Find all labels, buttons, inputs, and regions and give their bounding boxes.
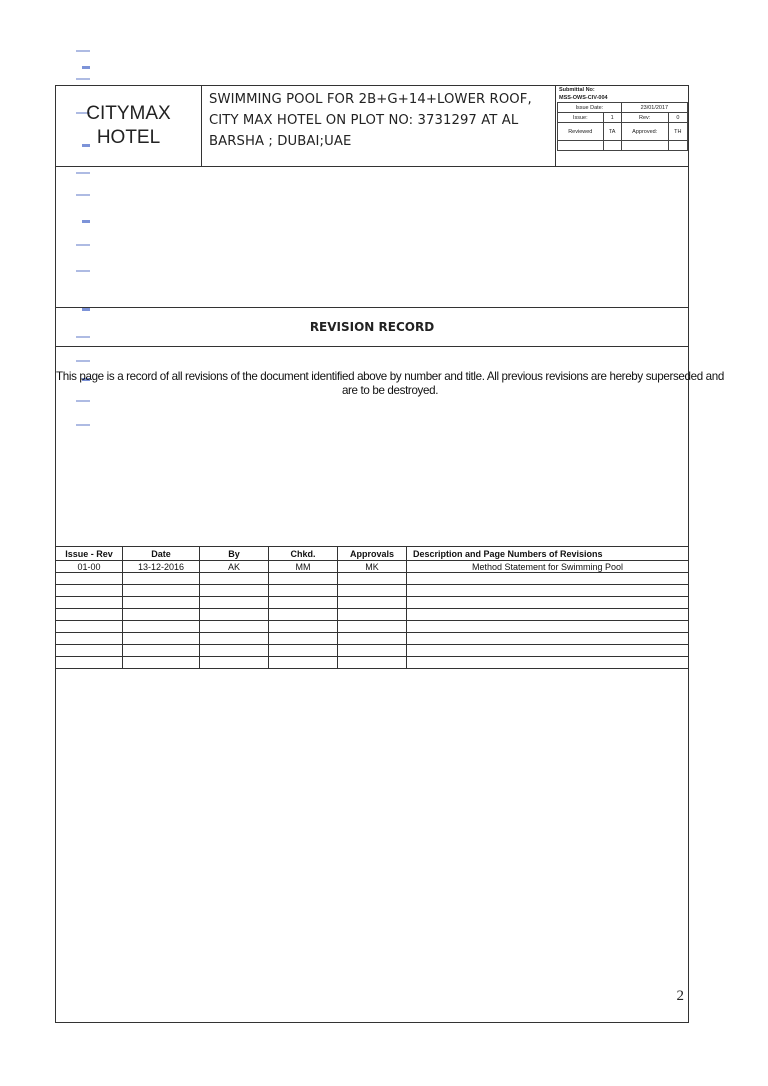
empty-cell [338,633,407,645]
rev-value: 0 [668,113,687,123]
empty-cell [56,645,123,657]
col-by: By [200,547,269,561]
empty-cell [123,645,200,657]
empty-cell [56,633,123,645]
empty-cell [269,633,338,645]
empty-cell [123,585,200,597]
empty-cell [269,645,338,657]
empty-cell [407,621,689,633]
empty-cell [407,645,689,657]
submittal-number: MSS-OWS-CIV-004 [559,95,608,101]
col-date: Date [123,547,200,561]
empty-cell [407,573,689,585]
table-row [56,657,689,669]
empty-cell [56,657,123,669]
empty-cell [338,657,407,669]
empty-cell [200,573,269,585]
chkd-cell: MM [269,561,338,573]
empty-cell [123,633,200,645]
empty-cell [338,645,407,657]
table-row [56,585,689,597]
empty-cell [338,585,407,597]
empty-cell [200,597,269,609]
rev-label: Rev: [621,113,668,123]
empty-cell [668,141,687,151]
empty-cell [123,573,200,585]
section-title-band [56,307,688,347]
empty-cell [56,573,123,585]
empty-cell [200,621,269,633]
revision-statement: This page is a record of all revisions of the document identified above by number and title. All previous revisions are hereby superseded and are to be destroyed. [56,370,724,397]
by-cell: AK [200,561,269,573]
empty-cell [407,585,689,597]
table-row [56,621,689,633]
table-row [56,561,689,573]
empty-cell [621,141,668,151]
col-approvals: Approvals [338,547,407,561]
submittal-label: Submittal No: [559,87,595,93]
empty-cell [200,609,269,621]
empty-cell [558,141,604,151]
empty-cell [123,609,200,621]
document-control-box [557,86,688,166]
empty-cell [56,585,123,597]
empty-cell [200,585,269,597]
issue-rev-cell: 01-00 [56,561,123,573]
table-row [56,597,689,609]
empty-cell [269,573,338,585]
page-number: 2 [676,988,684,1004]
empty-cell [123,597,200,609]
table-row [56,633,689,645]
logo-line-1: CITYMAX [86,103,171,124]
logo-line-2: HOTEL [96,127,161,148]
date-cell: 13-12-2016 [123,561,200,573]
approvals-cell: MK [338,561,407,573]
empty-cell [200,657,269,669]
issue-label: Issue: [558,113,604,123]
empty-cell [338,597,407,609]
document-frame [55,85,689,1023]
document-control-table [557,102,688,151]
empty-cell [407,657,689,669]
table-row [56,609,689,621]
empty-cell [269,609,338,621]
revision-table-header [56,547,689,561]
approved-label: Approved: [621,123,668,141]
reviewed-label: Reviewed [558,123,604,141]
empty-cell [407,609,689,621]
empty-cell [56,597,123,609]
empty-cell [200,633,269,645]
title-block [56,86,688,167]
col-chkd: Chkd. [269,547,338,561]
approved-value: TH [668,123,687,141]
description-cell: Method Statement for Swimming Pool [407,561,689,573]
empty-cell [56,609,123,621]
empty-cell [407,597,689,609]
company-logo [56,86,202,166]
table-row [56,645,689,657]
empty-cell [338,573,407,585]
empty-cell [269,597,338,609]
col-issue-rev: Issue - Rev [56,547,123,561]
empty-cell [338,621,407,633]
empty-cell [200,645,269,657]
empty-cell [269,657,338,669]
empty-revision-rows [56,573,689,669]
reviewed-value: TA [603,123,621,141]
revision-table [55,546,689,669]
col-description: Description and Page Numbers of Revisions [407,547,689,561]
empty-cell [123,621,200,633]
empty-cell [269,621,338,633]
issue-date: 23/01/2017 [621,103,687,113]
issue-value: 1 [603,113,621,123]
empty-cell [123,657,200,669]
empty-cell [56,621,123,633]
section-title: REVISION RECORD [309,320,435,334]
empty-cell [407,633,689,645]
issue-date-label: Issue Date: [558,103,622,113]
empty-cell [269,585,338,597]
project-title: SWIMMING POOL FOR 2B+G+14+LOWER ROOF, CITY MAX HOTEL ON PLOT NO: 3731297 AT AL BARSHA ; DUBAI;UAE [202,86,556,166]
empty-cell [338,609,407,621]
table-row [56,573,689,585]
empty-cell [603,141,621,151]
